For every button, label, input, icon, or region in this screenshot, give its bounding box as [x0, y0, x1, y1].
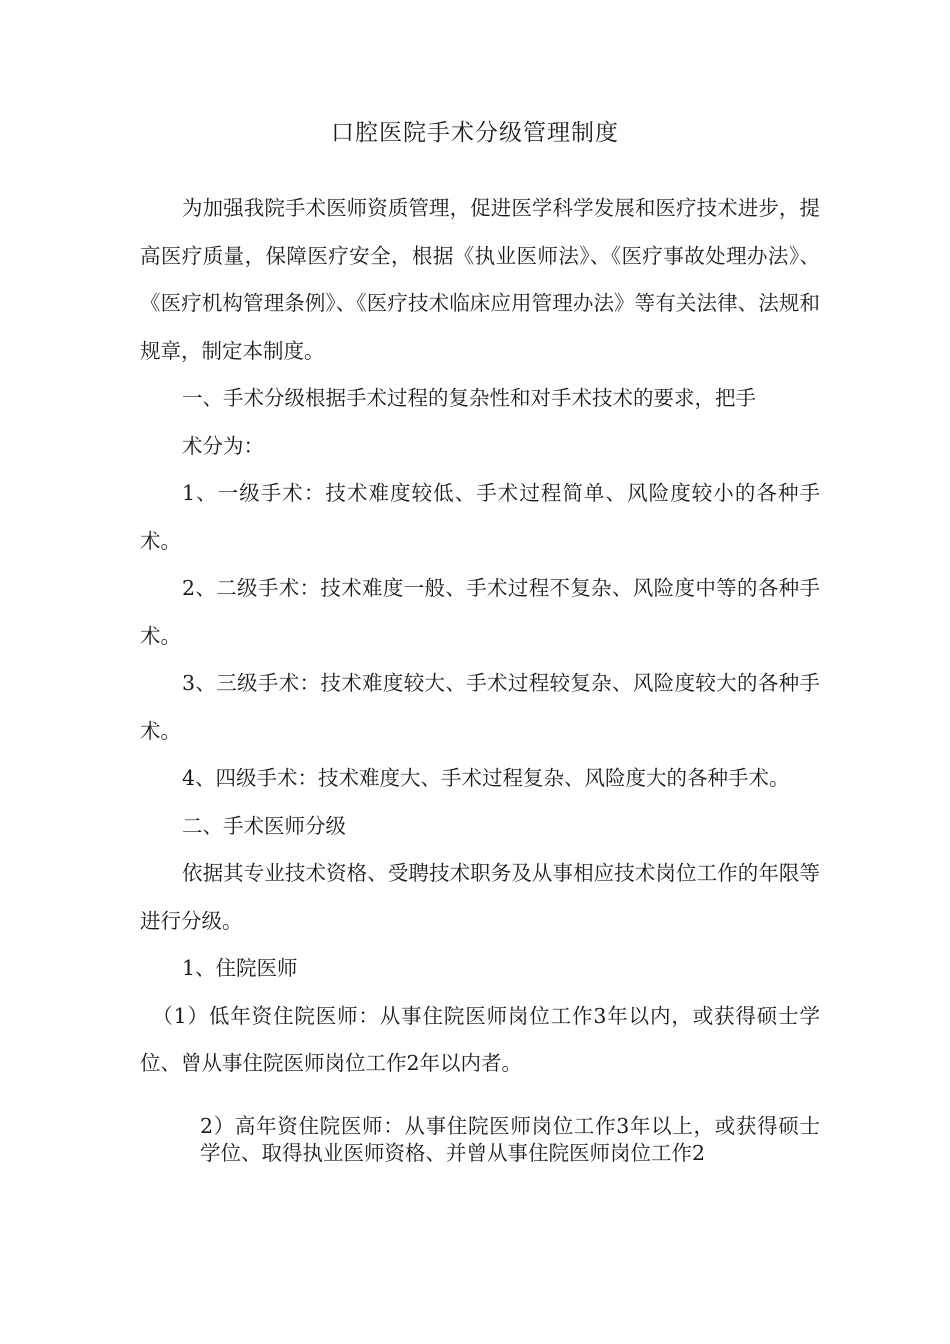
paragraph-intro: 为加强我院手术医师资质管理，促进医学科学发展和医疗技术进步，提高医疗质量，保障医疗安全，根据《执业医师法》、《医疗事故处理办法》、《医疗机构管理条例》、《医疗技术临床应用管理办法》等有关法律、法规和规章，制定本制度。 — [140, 196, 820, 363]
paragraph-resident-heading: 1、住院医师 — [182, 956, 298, 980]
paragraph-section-1-heading: 一、手术分级根据手术过程的复杂性和对手术技术的要求，把手 — [182, 386, 757, 410]
paragraph-senior-resident: 2）高年资住院医师：从事住院医师岗位工作3年以上，或获得硕士学位、取得执业医师资格、并曾从事住院医师岗位工作2 — [200, 1113, 820, 1165]
document-title: 口腔医院手术分级管理制度 — [331, 120, 619, 146]
paragraph-level-4: 4、四级手术：技术难度大、手术过程复杂、风险度大的各种手术。 — [182, 766, 790, 790]
paragraph-level-2: 2、二级手术：技术难度一般、手术过程不复杂、风险度中等的各种手术。 — [140, 576, 820, 648]
paragraph-junior-resident: （1）低年资住院医师：从事住院医师岗位工作3年以内，或获得硕士学位、曾从事住院医师岗位工作2年以内者。 — [140, 1003, 820, 1075]
paragraph-section-1-continued: 术分为： — [182, 433, 265, 458]
paragraph-section-2-heading: 二、手术医师分级 — [182, 813, 347, 838]
paragraph-level-1: 1、一级手术：技术难度较低、手术过程简单、风险度较小的各种手术。 — [140, 481, 820, 553]
document-body — [140, 185, 820, 1167]
paragraph-section-2-basis: 依据其专业技术资格、受聘技术职务及从事相应技术岗位工作的年限等进行分级。 — [140, 861, 820, 933]
paragraph-level-3: 3、三级手术：技术难度较大、手术过程较复杂、风险度较大的各种手术。 — [140, 671, 820, 743]
